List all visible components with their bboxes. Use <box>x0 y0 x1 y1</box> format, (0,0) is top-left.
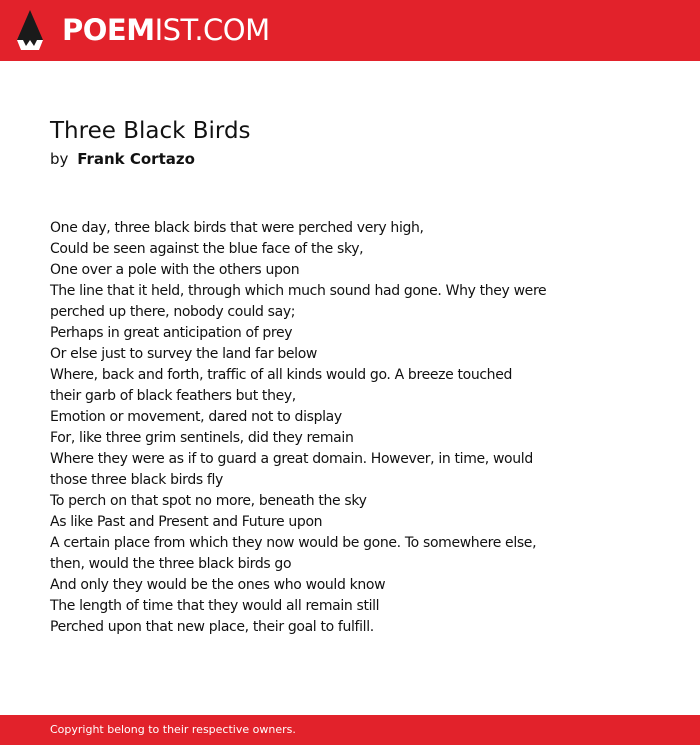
poem-line: then, would the three black birds go <box>50 556 292 572</box>
poem-line: their garb of black feathers but they, <box>50 388 296 404</box>
pencil-tip-icon[interactable] <box>17 10 43 52</box>
poem-body <box>50 218 650 638</box>
poem-line: As like Past and Present and Future upon <box>50 514 323 530</box>
byline <box>50 148 195 170</box>
poem-line: For, like three grim sentinels, did they remain <box>50 430 354 446</box>
poem-line: The length of time that they would all remain still <box>50 598 380 614</box>
logo-strong-text: POEM <box>62 13 155 47</box>
poem-line: Or else just to survey the land far below <box>50 346 318 362</box>
poem-line: One over a pole with the others upon <box>50 262 300 278</box>
copyright-text: Copyright belong to their respective owners. <box>50 723 296 736</box>
site-footer <box>0 715 700 745</box>
author-name: Frank Cortazo <box>77 150 195 168</box>
poem-line: A certain place from which they now would be gone. To somewhere else, <box>50 535 537 551</box>
poem-line: One day, three black birds that were perched very high, <box>50 220 424 236</box>
poem-line: To perch on that spot no more, beneath the sky <box>50 493 367 509</box>
by-label: by <box>50 150 69 168</box>
poem-line: Could be seen against the blue face of the sky, <box>50 241 364 257</box>
poem-line: Emotion or movement, dared not to display <box>50 409 342 425</box>
poem-line: perched up there, nobody could say; <box>50 304 296 320</box>
poem-line: Perhaps in great anticipation of prey <box>50 325 293 341</box>
poem-title: Three Black Birds <box>50 118 251 144</box>
site-logo[interactable] <box>62 13 270 47</box>
poem-line: Perched upon that new place, their goal to fulfill. <box>50 619 374 635</box>
logo-light-text: IST.COM <box>154 13 270 47</box>
poem-line: The line that it held, through which much sound had gone. Why they were <box>50 283 547 299</box>
poem-line: those three black birds fly <box>50 472 223 488</box>
poem-line: And only they would be the ones who would know <box>50 577 386 593</box>
poem-line: Where, back and forth, traffic of all kinds would go. A breeze touched <box>50 367 513 383</box>
site-header <box>0 0 700 61</box>
poem-line: Where they were as if to guard a great domain. However, in time, would <box>50 451 533 467</box>
